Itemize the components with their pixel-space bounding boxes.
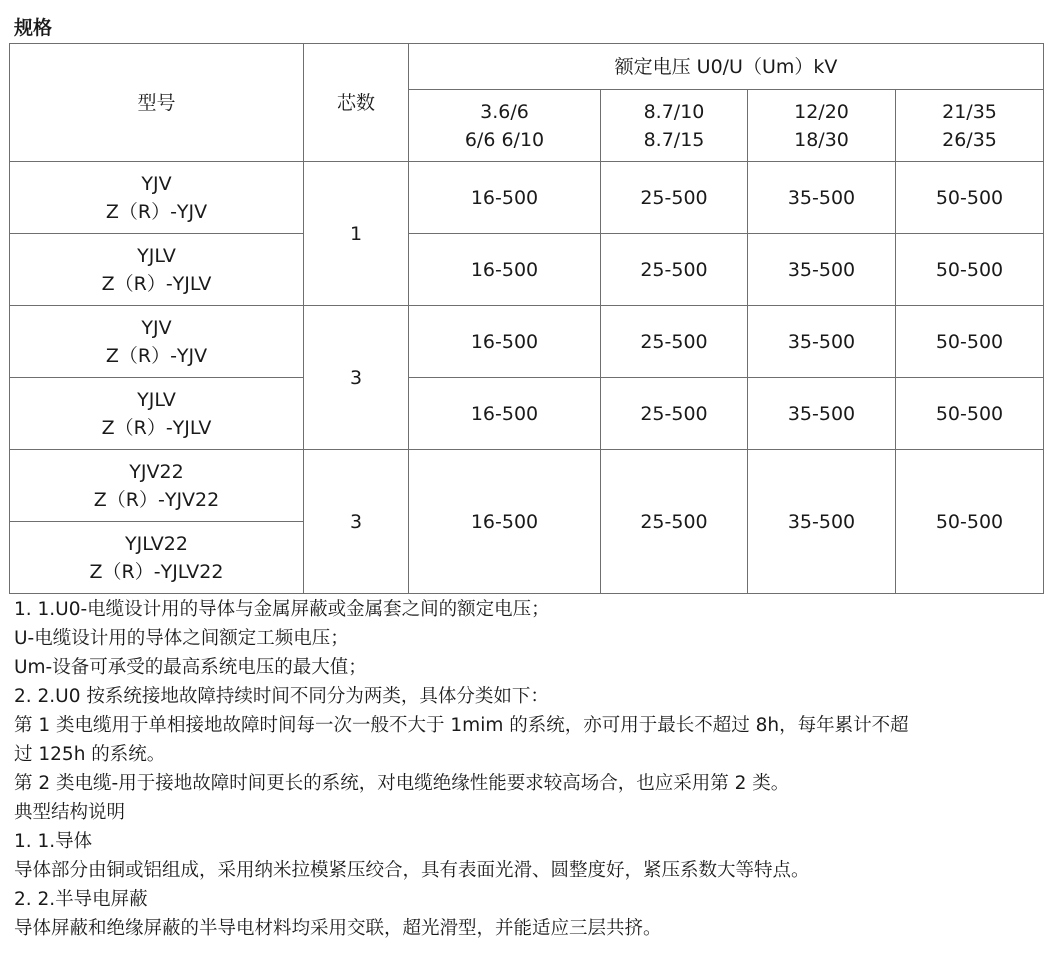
model-line: Z（R）-YJLV22	[89, 560, 224, 583]
note-line: 导体部分由铜或铝组成，采用纳米拉模紧压绞合，具有表面光滑、圆整度好，紧压系数大等特点。	[14, 860, 810, 881]
header-voltage-col	[748, 90, 896, 162]
notes	[14, 595, 1044, 943]
model-line: YJV	[141, 172, 172, 195]
model-line: Z（R）-YJLV	[101, 416, 212, 439]
cores-cell: 3	[304, 306, 409, 450]
table-row	[10, 450, 1044, 522]
table-row	[10, 306, 1044, 378]
voltage-line: 18/30	[794, 128, 849, 151]
value-cell: 50-500	[896, 234, 1044, 306]
voltage-line: 6/6 6/10	[464, 128, 545, 151]
value-cell: 50-500	[896, 378, 1044, 450]
model-line: Z（R）-YJV	[105, 344, 208, 367]
note-line: 1. 1.导体	[14, 831, 93, 852]
model-cell	[10, 306, 304, 378]
model-cell	[10, 234, 304, 306]
note-line: 1. 1.U0-电缆设计用的导体与金属屏蔽或金属套之间的额定电压；	[14, 599, 550, 620]
note-line: 第 1 类电缆用于单相接地故障时间每一次一般不大于 1mim 的系统，亦可用于最长不超过 8h，每年累计不超	[14, 715, 909, 736]
model-line: YJV22	[129, 460, 184, 483]
table-row	[10, 162, 1044, 234]
table-row	[10, 378, 1044, 450]
value-cell: 25-500	[601, 162, 748, 234]
value-cell: 25-500	[601, 306, 748, 378]
value-cell: 16-500	[409, 234, 601, 306]
voltage-line: 26/35	[942, 128, 997, 151]
model-line: Z（R）-YJLV	[101, 272, 212, 295]
model-line: YJLV	[137, 388, 176, 411]
voltage-line: 8.7/10	[643, 100, 705, 123]
model-line: Z（R）-YJV	[105, 200, 208, 223]
cores-cell: 3	[304, 450, 409, 594]
header-cores: 芯数	[304, 44, 409, 162]
voltage-line: 12/20	[794, 100, 849, 123]
header-model: 型号	[10, 44, 304, 162]
note-line: U-电缆设计用的导体之间额定工频电压；	[14, 628, 349, 649]
note-line: 2. 2.半导电屏蔽	[14, 889, 148, 910]
note-line: Um-设备可承受的最高系统电压的最大值；	[14, 657, 367, 678]
note-line: 过 125h 的系统。	[14, 744, 166, 765]
value-cell: 50-500	[896, 162, 1044, 234]
value-cell: 25-500	[601, 378, 748, 450]
model-cell	[10, 162, 304, 234]
model-cell	[10, 450, 304, 522]
value-cell: 16-500	[409, 450, 601, 594]
note-line: 第 2 类电缆-用于接地故障时间更长的系统，对电缆绝缘性能要求较高场合，也应采用第 2 类。	[14, 773, 790, 794]
model-cell	[10, 378, 304, 450]
value-cell: 16-500	[409, 162, 601, 234]
header-voltage-group: 额定电压 U0/U（Um）kV	[409, 44, 1044, 90]
section-title: 规格	[14, 17, 53, 39]
value-cell: 16-500	[409, 306, 601, 378]
model-line: YJV	[141, 316, 172, 339]
voltage-line: 21/35	[942, 100, 997, 123]
header-voltage-col	[409, 90, 601, 162]
header-voltage-col	[896, 90, 1044, 162]
value-cell: 16-500	[409, 378, 601, 450]
model-line: YJLV22	[125, 532, 188, 555]
model-line: Z（R）-YJV22	[93, 488, 220, 511]
header-voltage-col	[601, 90, 748, 162]
note-line: 2. 2.U0 按系统接地故障持续时间不同分为两类，具体分类如下：	[14, 686, 549, 707]
spec-table	[9, 43, 1044, 594]
table-row	[10, 234, 1044, 306]
value-cell: 25-500	[601, 234, 748, 306]
value-cell: 35-500	[748, 234, 896, 306]
value-cell: 35-500	[748, 306, 896, 378]
value-cell: 35-500	[748, 450, 896, 594]
note-line: 导体屏蔽和绝缘屏蔽的半导电材料均采用交联，超光滑型，并能适应三层共挤。	[14, 918, 662, 939]
note-heading: 典型结构说明	[14, 802, 126, 823]
value-cell: 35-500	[748, 378, 896, 450]
value-cell: 50-500	[896, 450, 1044, 594]
cores-cell: 1	[304, 162, 409, 306]
value-cell: 35-500	[748, 162, 896, 234]
value-cell: 50-500	[896, 306, 1044, 378]
value-cell: 25-500	[601, 450, 748, 594]
model-cell	[10, 522, 304, 594]
model-line: YJLV	[137, 244, 176, 267]
voltage-line: 3.6/6	[480, 100, 529, 123]
voltage-line: 8.7/15	[643, 128, 705, 151]
